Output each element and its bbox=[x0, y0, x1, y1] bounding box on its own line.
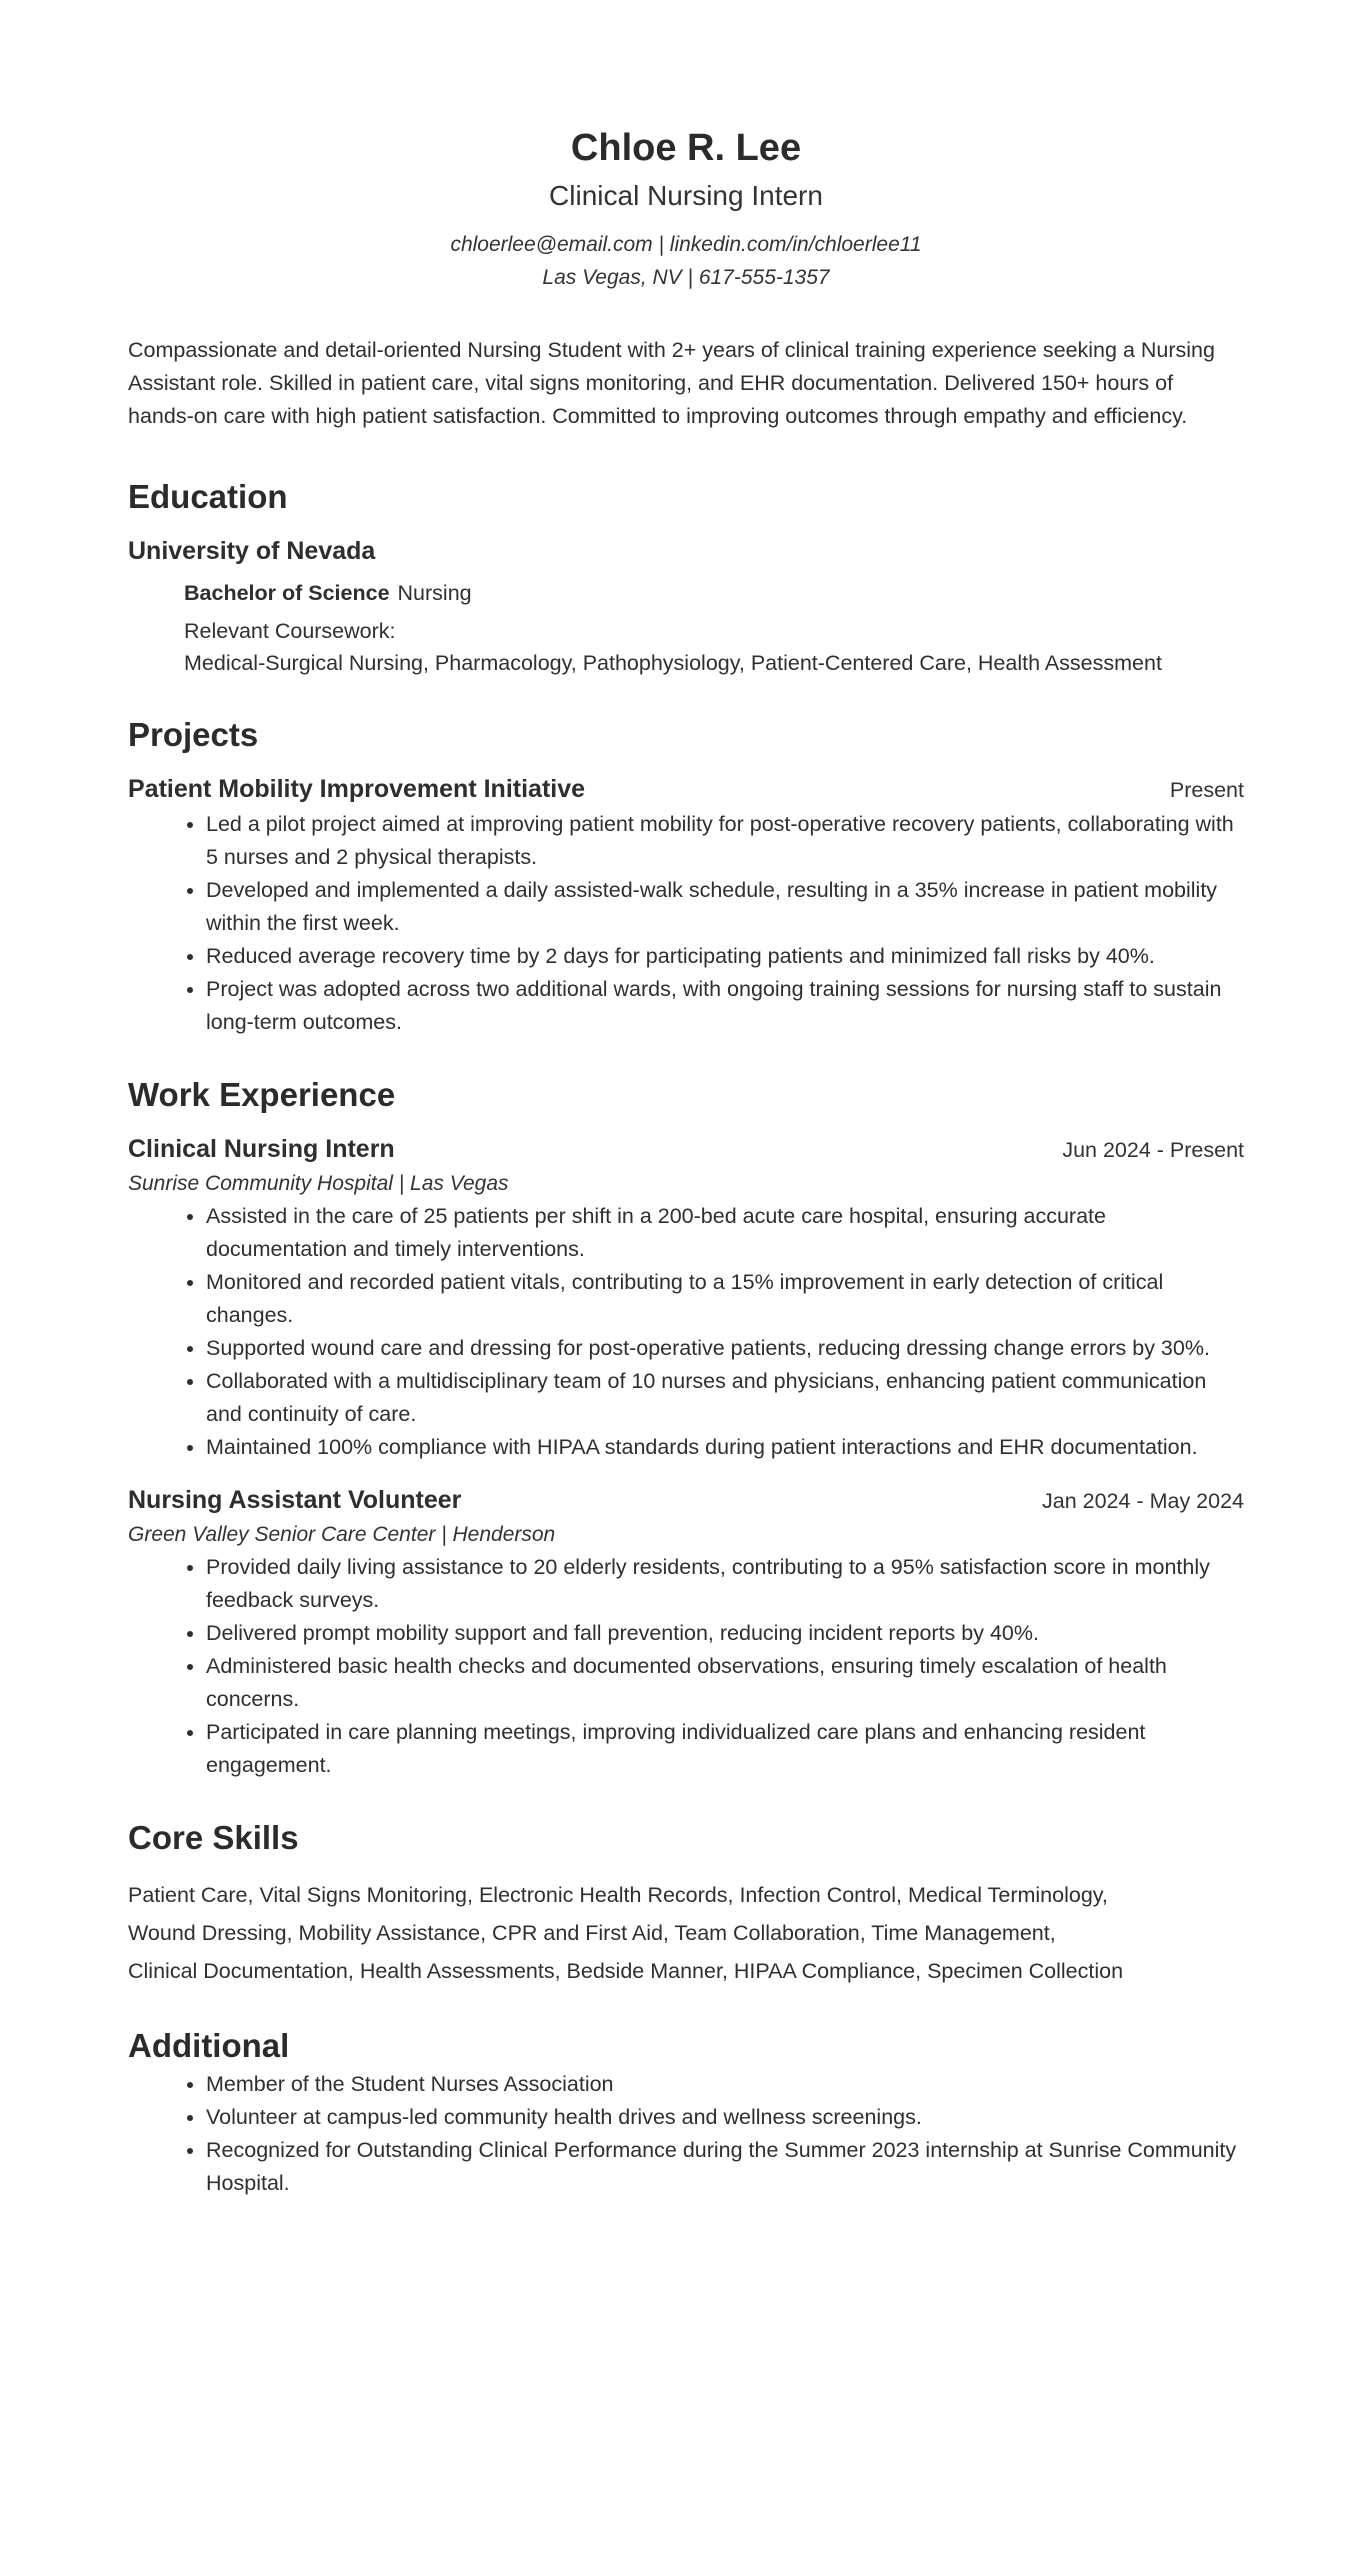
list-item: • Recognized for Outstanding Clinical Performance during the Summer 2023 internship at Sunrise Community Hospital. bbox=[206, 2134, 1244, 2200]
list-item: • Collaborated with a multidisciplinary team of 10 nurses and physicians, enhancing patient communication and continuity of care. bbox=[206, 1365, 1244, 1431]
candidate-name: Chloe R. Lee bbox=[570, 127, 802, 169]
job-date: Jan 2024 - May 2024 bbox=[1042, 1489, 1244, 1513]
list-item: • Developed and implemented a daily assisted-walk schedule, resulting in a 35% increase in patient mobility within the first week. bbox=[206, 874, 1244, 940]
section-heading-core-skills: Core Skills bbox=[128, 1819, 299, 1856]
list-item: • Member of the Student Nurses Association bbox=[206, 2068, 1244, 2101]
skills-line: Patient Care, Vital Signs Monitoring, Electronic Health Records, Infection Control, Medical Terminology, bbox=[128, 1883, 1108, 1907]
list-item: • Reduced average recovery time by 2 days for participating patients and minimized fall risks by 40%. bbox=[206, 940, 1244, 973]
section-heading-work-experience: Work Experience bbox=[128, 1076, 396, 1113]
additional-bullets bbox=[128, 2068, 1244, 2200]
coursework-label: Relevant Coursework: bbox=[184, 619, 396, 643]
job-organization: Sunrise Community Hospital | Las Vegas bbox=[128, 1172, 509, 1195]
list-item: • Maintained 100% compliance with HIPAA standards during patient interactions and EHR documentation. bbox=[206, 1431, 1244, 1464]
skills-line: Wound Dressing, Mobility Assistance, CPR and First Aid, Team Collaboration, Time Management, bbox=[128, 1921, 1056, 1945]
list-item: • Participated in care planning meetings, improving individualized care plans and enhancing resident engagement. bbox=[206, 1716, 1244, 1782]
skills-list bbox=[128, 1876, 1244, 1990]
coursework-list: Medical-Surgical Nursing, Pharmacology, Pathophysiology, Patient-Centered Care, Health Assessment bbox=[184, 651, 1162, 675]
education-major: Nursing bbox=[397, 581, 472, 605]
education-details bbox=[128, 577, 1244, 679]
job-title: Clinical Nursing Intern bbox=[128, 1135, 395, 1163]
project-header bbox=[128, 771, 1244, 808]
project-title: Patient Mobility Improvement Initiative bbox=[128, 775, 586, 803]
list-item: • Monitored and recorded patient vitals, contributing to a 15% improvement in early detection of critical changes. bbox=[206, 1266, 1244, 1332]
project-date: Present bbox=[1169, 778, 1244, 802]
list-item: • Delivered prompt mobility support and fall prevention, reducing incident reports by 40%. bbox=[206, 1617, 1244, 1650]
section-heading-additional: Additional bbox=[128, 2027, 290, 2064]
list-item: • Supported wound care and dressing for post-operative patients, reducing dressing change errors by 30%. bbox=[206, 1332, 1244, 1365]
list-item: • Volunteer at campus-led community health drives and wellness screenings. bbox=[206, 2101, 1244, 2134]
section-heading-education: Education bbox=[128, 478, 288, 515]
job-bullets bbox=[128, 1551, 1244, 1782]
contact-location-phone: Las Vegas, NV | 617-555-1357 bbox=[542, 266, 830, 289]
education-school: University of Nevada bbox=[128, 537, 376, 565]
job-title: Nursing Assistant Volunteer bbox=[128, 1486, 462, 1514]
list-item: • Project was adopted across two additional wards, with ongoing training sessions for nursing staff to sustain long-term outcomes. bbox=[206, 973, 1244, 1039]
candidate-title: Clinical Nursing Intern bbox=[549, 180, 823, 211]
list-item: • Led a pilot project aimed at improving patient mobility for post-operative recovery patients, collaborating with 5 nurses and 2 physical therapists. bbox=[206, 808, 1244, 874]
summary: Compassionate and detail-oriented Nursing Student with 2+ years of clinical training experience seeking a Nursing Assistant role. Skilled in patient care, vital signs monitoring, and EHR documentation. Delivered 150+ hours of hands-on care with high patient satisfaction. Committed to improving outcomes through empathy and efficiency. bbox=[128, 338, 1215, 428]
job-organization: Green Valley Senior Care Center | Henderson bbox=[128, 1523, 556, 1546]
job-bullets bbox=[128, 1200, 1244, 1464]
job-header bbox=[128, 1131, 1244, 1168]
education-degree: Bachelor of Science bbox=[184, 581, 390, 605]
job-header bbox=[128, 1482, 1244, 1519]
list-item: • Provided daily living assistance to 20 elderly residents, contributing to a 95% satisfaction score in monthly feedback surveys. bbox=[206, 1551, 1244, 1617]
list-item: • Administered basic health checks and documented observations, ensuring timely escalation of health concerns. bbox=[206, 1650, 1244, 1716]
list-item: • Assisted in the care of 25 patients per shift in a 200-bed acute care hospital, ensuring accurate documentation and timely interventions. bbox=[206, 1200, 1244, 1266]
education-degree-row bbox=[184, 577, 1244, 609]
skills-line: Clinical Documentation, Health Assessments, Bedside Manner, HIPAA Compliance, Specimen Collection bbox=[128, 1959, 1124, 1983]
section-heading-projects: Projects bbox=[128, 716, 259, 753]
contact-email-linkedin: chloerlee@email.com | linkedin.com/in/chloerlee11 bbox=[450, 233, 922, 256]
resume-header bbox=[128, 122, 1244, 294]
project-bullets bbox=[128, 808, 1244, 1039]
job-date: Jun 2024 - Present bbox=[1062, 1138, 1244, 1162]
